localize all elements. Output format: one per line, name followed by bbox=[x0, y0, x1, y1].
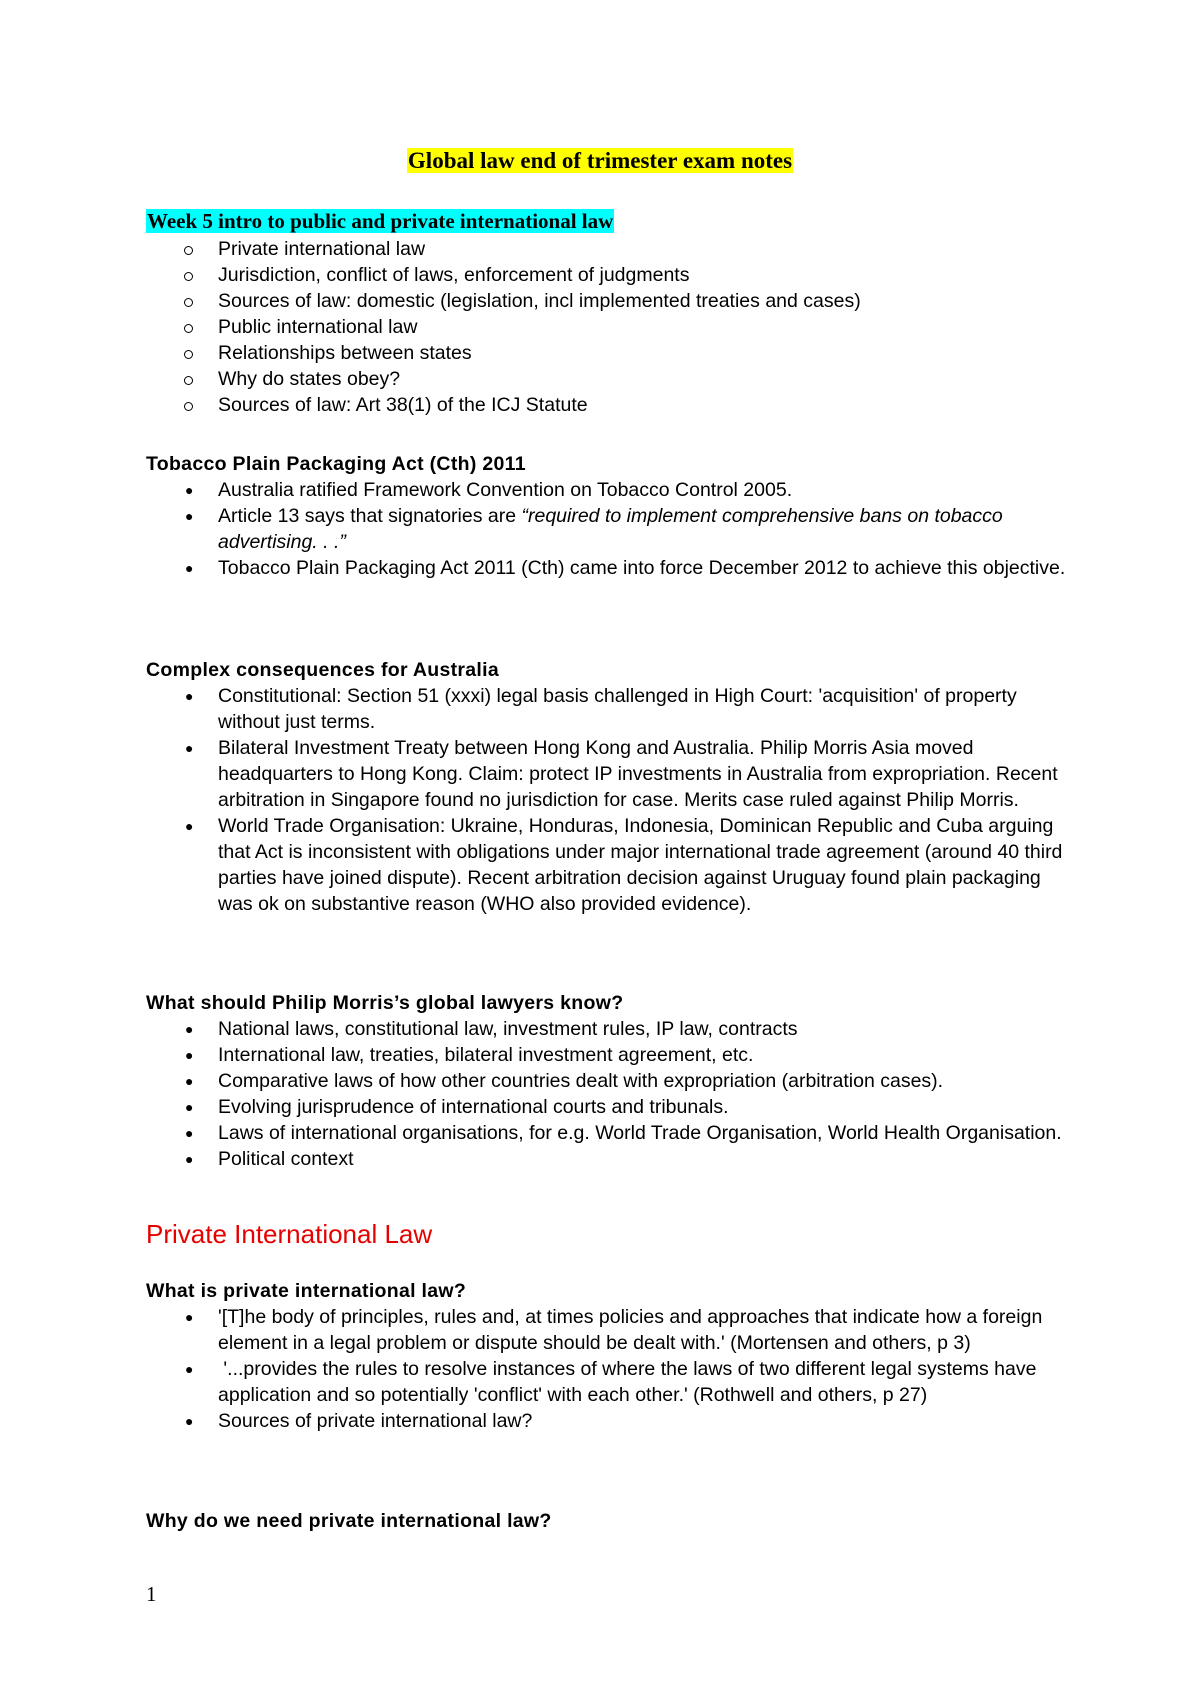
complex-section bbox=[146, 657, 1066, 917]
list-item: ● Article 13 says that signatories are “required to implement comprehensive bans on tobacco advertising. . .” bbox=[185, 505, 1003, 553]
circle-bullet-icon bbox=[184, 324, 193, 333]
list-item: ● Political context bbox=[185, 1148, 354, 1170]
list-item: Private international law bbox=[146, 236, 1066, 262]
list-item: Sources of law: domestic (legislation, incl implemented treaties and cases) bbox=[146, 288, 1066, 314]
section-heading: What is private international law? bbox=[146, 1280, 467, 1302]
list-item: Relationships between states bbox=[146, 340, 1066, 366]
circle-bullet-icon bbox=[184, 350, 193, 359]
list-item: ● Comparative laws of how other countries dealt with expropriation (arbitration cases). bbox=[185, 1070, 944, 1092]
section-heading: What should Philip Morris’s global lawyers know? bbox=[146, 992, 624, 1014]
what-pil-section bbox=[146, 1278, 1066, 1434]
list-item: ● Tobacco Plain Packaging Act 2011 (Cth) came into force December 2012 to achieve this objective. bbox=[185, 557, 1066, 579]
circle-bullet-icon bbox=[184, 246, 193, 255]
list-item: ● Evolving jurisprudence of international courts and tribunals. bbox=[185, 1096, 729, 1118]
section-heading: Complex consequences for Australia bbox=[146, 659, 499, 681]
bullet-icon: ● bbox=[185, 1099, 194, 1115]
list-item: Sources of law: Art 38(1) of the ICJ Statute bbox=[146, 392, 1066, 418]
lawyers-section bbox=[146, 990, 1066, 1172]
list-item: ● Australia ratified Framework Convention on Tobacco Control 2005. bbox=[185, 479, 793, 501]
list-item: Why do states obey? bbox=[146, 366, 1066, 392]
list-item: ● '...provides the rules to resolve instances of where the laws of two different legal systems have application and so potentially 'conflict' with each other.' (Rothwell and others, p 27) bbox=[185, 1358, 1042, 1406]
document-title: Global law end of trimester exam notes bbox=[407, 148, 793, 173]
list-item: ● International law, treaties, bilateral investment agreement, etc. bbox=[185, 1044, 754, 1066]
section-heading: Why do we need private international law? bbox=[146, 1510, 552, 1532]
bullet-icon: ● bbox=[185, 1125, 194, 1141]
week-list bbox=[146, 236, 1066, 418]
list-item: ● Constitutional: Section 51 (xxxi) legal basis challenged in High Court: 'acquisition' of property without just terms. bbox=[185, 685, 1017, 733]
bullet-icon: ● bbox=[185, 1361, 194, 1377]
section-heading: Tobacco Plain Packaging Act (Cth) 2011 bbox=[146, 453, 526, 475]
bullet-icon: ● bbox=[185, 1021, 194, 1037]
tobacco-section bbox=[146, 451, 1066, 581]
list-item: ● Laws of international organisations, for e.g. World Trade Organisation, World Health Organisation. bbox=[185, 1122, 1062, 1144]
circle-bullet-icon bbox=[184, 298, 193, 307]
week-heading: Week 5 intro to public and private international law bbox=[147, 209, 614, 233]
bullet-icon: ● bbox=[185, 1047, 194, 1063]
circle-bullet-icon bbox=[184, 272, 193, 281]
bullet-icon: ● bbox=[185, 482, 194, 498]
bullet-icon: ● bbox=[185, 1309, 194, 1325]
bullet-icon: ● bbox=[185, 560, 194, 576]
section-title: Private International Law bbox=[146, 1219, 433, 1249]
bullet-icon: ● bbox=[185, 740, 194, 756]
list-item: ● World Trade Organisation: Ukraine, Honduras, Indonesia, Dominican Republic and Cuba arguing that Act is inconsistent with obligations under major international trade agreement (around 40 third parties have joined dispute). Recent arbitration decision against Uruguay found plain packaging was ok on substantive reason (WHO also provided evidence). bbox=[185, 815, 1063, 915]
bullet-icon: ● bbox=[185, 1151, 194, 1167]
list-item: ● '[T]he body of principles, rules and, at times policies and approaches that indicate how a foreign element in a legal problem or dispute should be dealt with.' (Mortensen and others, p 3) bbox=[185, 1306, 1043, 1354]
bullet-icon: ● bbox=[185, 818, 194, 834]
list-item: ● Bilateral Investment Treaty between Hong Kong and Australia. Philip Morris Asia moved headquarters to Hong Kong. Claim: protect IP investments in Australia from expropriation. Recent arbitration in Singapore found no jurisdiction for case. Merits case ruled against Philip Morris. bbox=[185, 737, 1058, 811]
circle-bullet-icon bbox=[184, 402, 193, 411]
bullet-icon: ● bbox=[185, 688, 194, 704]
bullet-icon: ● bbox=[185, 508, 194, 524]
list-item: Public international law bbox=[146, 314, 1066, 340]
list-item: Jurisdiction, conflict of laws, enforcement of judgments bbox=[146, 262, 1066, 288]
bullet-icon: ● bbox=[185, 1413, 194, 1429]
circle-bullet-icon bbox=[184, 376, 193, 385]
list-item: ● Sources of private international law? bbox=[185, 1410, 533, 1432]
bullet-icon: ● bbox=[185, 1073, 194, 1089]
list-item: ● National laws, constitutional law, investment rules, IP law, contracts bbox=[185, 1018, 798, 1040]
page-number: 1 bbox=[146, 1582, 157, 1606]
